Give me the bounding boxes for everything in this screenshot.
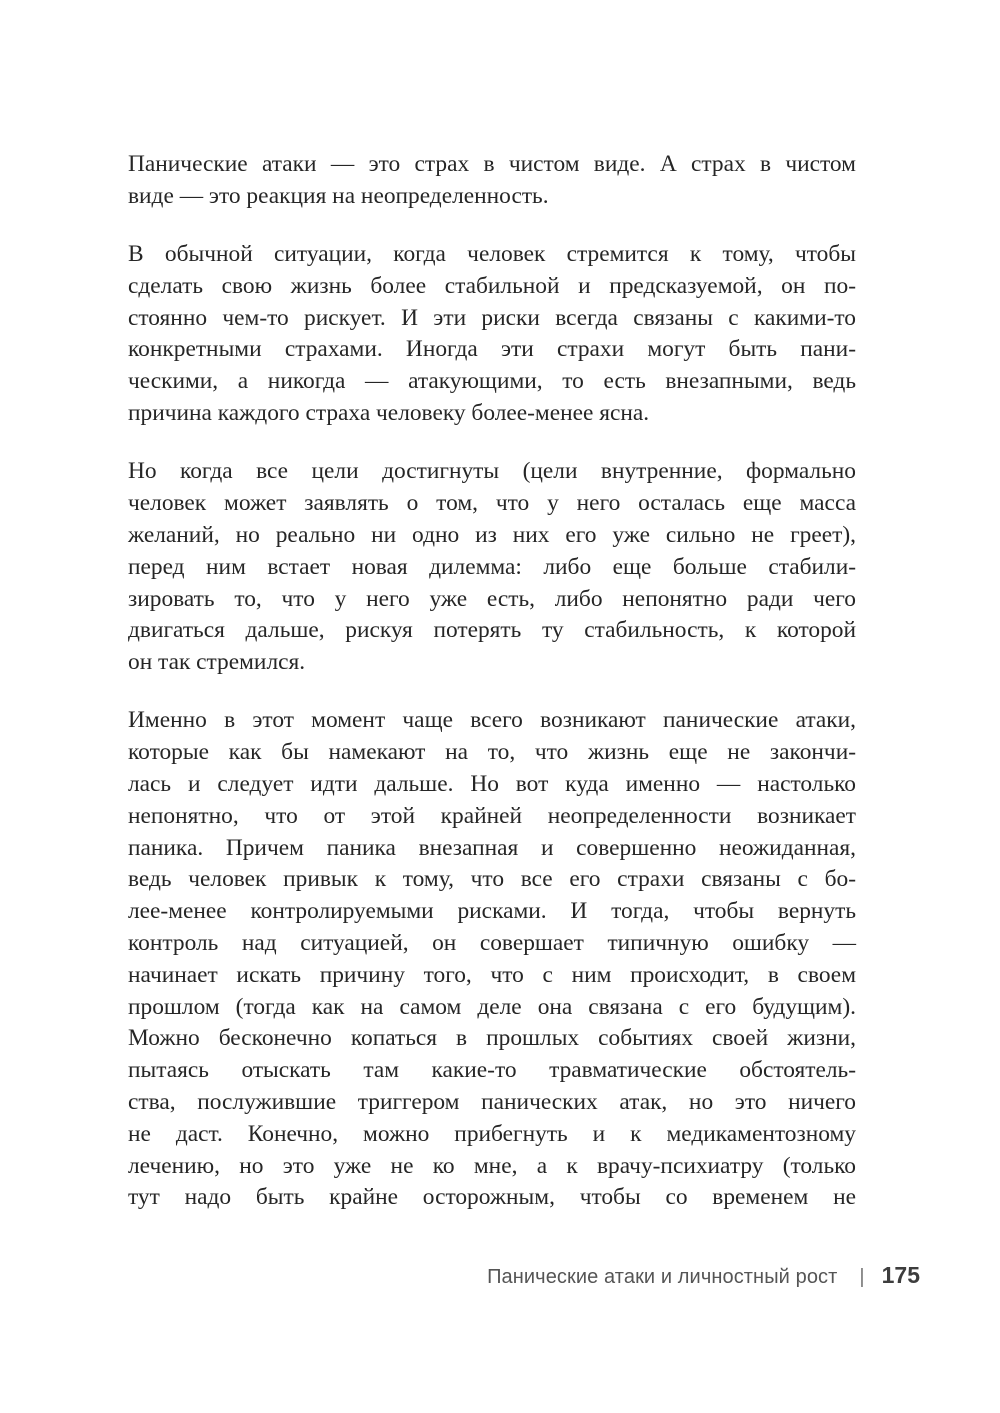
text-line: начинает искать причину того, что с ним происходит, в своем (128, 961, 856, 988)
text-line: не даст. Конечно, можно прибегнуть и к медикаментозному (128, 1120, 856, 1147)
text-line: Но когда все цели достигнуты (цели внутренние, формально (128, 458, 856, 485)
text-line: непонятно, что от этой крайней неопределенности возникает (128, 802, 856, 829)
text-line: зировать то, что у него уже есть, либо непонятно ради чего (128, 585, 856, 612)
text-line: которые как бы намекают на то, что жизнь еще не закончи- (128, 739, 856, 766)
text-line: виде — это реакция на неопределенность. (128, 182, 549, 209)
text-line: Именно в этот момент чаще всего возникают панические атаки, (128, 707, 856, 734)
text-line: тут надо быть крайне осторожным, чтобы со временем не (128, 1184, 856, 1211)
text-line: лее-менее контролируемыми рисками. И тогда, чтобы вернуть (128, 898, 856, 925)
text-line: сделать свою жизнь более стабильной и предсказуемой, он по- (128, 272, 856, 299)
page-footer (487, 1262, 920, 1289)
footer-separator: | (859, 1266, 865, 1288)
text-line: пытаясь отыскать там какие-то травматические обстоятель- (128, 1057, 856, 1084)
text-line: Панические атаки — это страх в чистом виде. А страх в чистом (128, 151, 856, 177)
text-line: контроль над ситуацией, он совершает типичную ошибку — (128, 930, 856, 957)
text-line: ческими, а никогда — атакующими, то есть внезапными, ведь (128, 368, 856, 395)
text-line: человек может заявлять о том, что у него осталась еще масса (128, 490, 856, 517)
text-line: конкретными страхами. Иногда эти страхи могут быть пани- (128, 336, 856, 363)
text-line: причина каждого страха человеку более-менее ясна. (128, 400, 650, 427)
text-line: лечению, но это уже не ко мне, а к врачу-психиатру (только (128, 1152, 856, 1179)
running-title: Панические атаки и личностный рост (487, 1266, 838, 1288)
text-line: ведь человек привык к тому, что все его страхи связаны с бо- (128, 866, 856, 893)
body-text (128, 149, 856, 1214)
text-line: паника. Причем паника внезапная и совершенно неожиданная, (128, 834, 856, 861)
page-number: 175 (881, 1262, 920, 1288)
text-line: В обычной ситуации, когда человек стремится к тому, чтобы (128, 241, 856, 268)
text-line: двигаться дальше, рискуя потерять ту стабильность, к которой (128, 617, 856, 644)
text-line: перед ним встает новая дилемма: либо еще больше стабили- (128, 553, 856, 580)
text-line: прошлом (тогда как на самом деле она связана с его будущим). (128, 993, 856, 1020)
paragraph (128, 149, 856, 213)
text-line: он так стремился. (128, 649, 306, 676)
paragraph (128, 239, 856, 430)
paragraph (128, 456, 856, 679)
text-line: желаний, но реально ни одно из них его уже сильно не греет), (128, 521, 856, 548)
text-line: стоянно чем-то рискует. И эти риски всегда связаны с какими-то (128, 304, 856, 331)
text-line: ства, послужившие триггером панических атак, но это ничего (128, 1089, 856, 1116)
text-line: лась и следует идти дальше. Но вот куда именно — настолько (128, 771, 856, 798)
text-line: Можно бесконечно копаться в прошлых событиях своей жизни, (128, 1025, 856, 1052)
paragraph (128, 705, 856, 1214)
